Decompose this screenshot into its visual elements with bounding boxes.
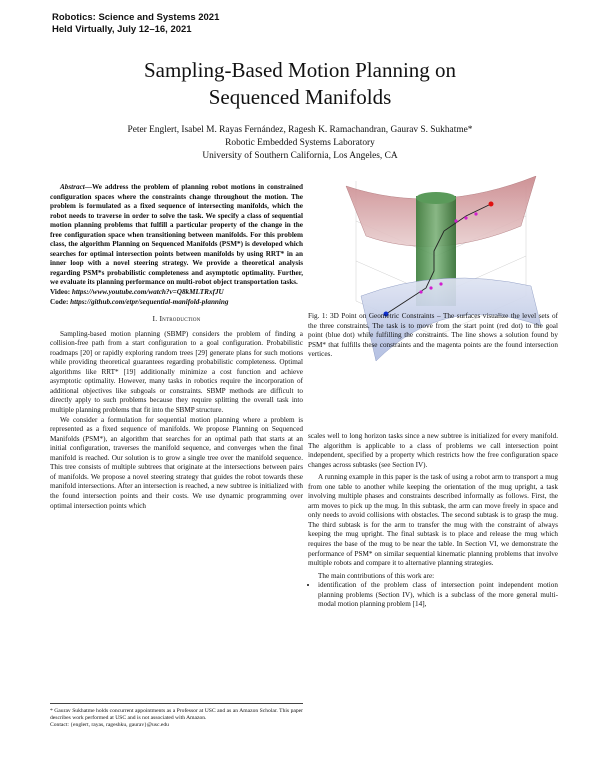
contributions-intro: The main contributions of this work are: (318, 571, 435, 580)
intro-heading: I. Introduction (152, 314, 201, 324)
venue-line-1: Robotics: Science and Systems 2021 (52, 12, 220, 23)
title-line-1: Sampling-Based Motion Planning on (143, 58, 457, 82)
author-university: University of Southern California, Los Angeles, CA (202, 151, 398, 161)
start-point (489, 202, 494, 207)
left-column (50, 183, 303, 511)
intro-paragraph-1: Sampling-based motion planning (SBMP) considers the problem of finding a collision-free path from a start configuration to a goal configuration. Probabilistic roadmaps [20] or rapidly exploring random trees [29] generate plans for such motions while providing theoretical guarantees regarding probabilistic completeness. Optimal algorithms like RRT* [19] additionally minimize a cost function and achieve asymptotic optimality. However, many tasks in robotics require the incorporation of additional objectives like subgoals or constraints. SBMP methods are difficult to directly apply to such problems because they require splitting the overall task into multiple planning problems that fit into the SBMP structure. (50, 329, 303, 415)
venue-header (52, 12, 219, 36)
contribution-item: • identification of the problem class of intersection point independent motion planning problems (Section IV), which is a subclass of the more general multi-modal motion planning problem [14], (318, 581, 558, 610)
intersection-vertex (419, 290, 422, 293)
intersection-vertex (474, 212, 477, 215)
footnote-text: * Gaurav Sukhatme holds concurrent appointments as a Professor at USC and as an Amazon Scholar. This paper describes work performed at USC and is not associated with Amazon. (50, 708, 303, 722)
code-link[interactable]: https://github.com/etpr/sequential-manifold-planning (70, 297, 229, 306)
author-block (0, 124, 600, 163)
author-lab: Robotic Embedded Systems Laboratory (225, 138, 375, 148)
intro-paragraph-2: We consider a formulation for sequential motion planning where a problem is represented as a fixed sequence of manifolds. We propose Planning on Sequenced Manifolds (PSM*), an algorithm that searches for an optimal path that starts at an initial configuration, traverses the manifold sequence, and converges when the final manifold is reached. Our solution is to grow a single tree over the manifold sequence. This tree consists of multiple subtrees that originate at the intersections between pairs of manifolds. We propose a novel steering strategy that guides the robot towards these manifold intersections. After an intersection is reached, a new subtree is initialized with the found intersection points and their costs. We use dynamic programming over optimal intersection points which (50, 415, 303, 510)
footnote (50, 703, 303, 729)
code-label: Code: (50, 297, 69, 306)
paper-title (0, 57, 600, 111)
video-link-line (50, 288, 303, 298)
abstract-text: We address the problem of planning robot motions in constrained configuration spaces where the constraints change throughout the motion. The problem is formulated as a fixed sequence of intersecting manifolds, which the robot needs to traverse in order to solve the task. We specify a class of sequential motion planning problems that fulfill a particular property of the change in the free configuration space when transitioning between manifolds. For this problem class, the algorithm Planning on Sequenced Manifolds (PSM*) is developed which searches for optimal intersection points between manifolds by using RRT* in an inner loop with a novel steering strategy. We provide a theoretical analysis regarding PSM*s probabilistic completeness and asymptotic optimality. Further, we evaluate its planning performance on multi-robot object transportation tasks. (50, 183, 303, 287)
intersection-vertex (454, 219, 457, 222)
abstract (50, 183, 303, 288)
video-label: Video: (50, 288, 71, 297)
abstract-label: Abstract— (60, 183, 92, 191)
right-column (308, 432, 558, 610)
right-paragraph-1: scales well to long horizon tasks since a new subtree is initialized for every manifold. The algorithm is applicable to a class of problems we call intersection point independent, specified by a property which restricts how the free configuration space changes across subtasks (see Section IV). (308, 432, 558, 469)
venue-line-2: Held Virtually, July 12–16, 2021 (52, 24, 192, 35)
author-names: Peter Englert, Isabel M. Rayas Fernández, Ragesh K. Ramachandran, Gaurav S. Sukhatme* (127, 125, 473, 135)
right-paragraph-2: A running example in this paper is the task of using a robot arm to transport a mug from one table to another while keeping the orientation of the mug upright, a task involving multiple phases and constraints described informally as follows. First, the arm moves to pick up the mug. In this subtask, the arm can move freely in space and only needs to avoid collisions with obstacles. The second subtask is to grasp the mug. The third subtask is for the arm to transfer the mug with the constraint of always keeping the mug upright. The final subtask is to place and release the mug which requires the base of the mug to be near the table. In Section VI, we demonstrate the performance of PSM* on similar sequential kinematic planning problems that involve multiple robots and compare it to alternative planning strategies. (308, 473, 558, 568)
intersection-vertex (439, 282, 442, 285)
figure-caption: Fig. 1: 3D Point on Geometric Constraints – The surfaces visualize the level sets of the three constraints. The task is to move from the start point (red dot) to the goal point (blue dot) while fulfilling the constraints. The line shows a solution found by PSM* that fulfills these constraints and the magenta points are the found intersection vertices. (308, 312, 558, 359)
video-link[interactable]: https://www.youtube.com/watch?v=Q8kMLTRxfJU (71, 288, 224, 297)
contributions-list (308, 581, 558, 610)
code-link-line (50, 298, 303, 308)
cylinder-cap (416, 192, 456, 204)
intersection-vertex (429, 286, 432, 289)
footnote-contact: Contact: {englert, rayas, rageshku, gaurav}@usc.edu (50, 722, 169, 729)
intersection-vertex (464, 216, 467, 219)
title-line-2: Sequenced Manifolds (208, 85, 392, 109)
